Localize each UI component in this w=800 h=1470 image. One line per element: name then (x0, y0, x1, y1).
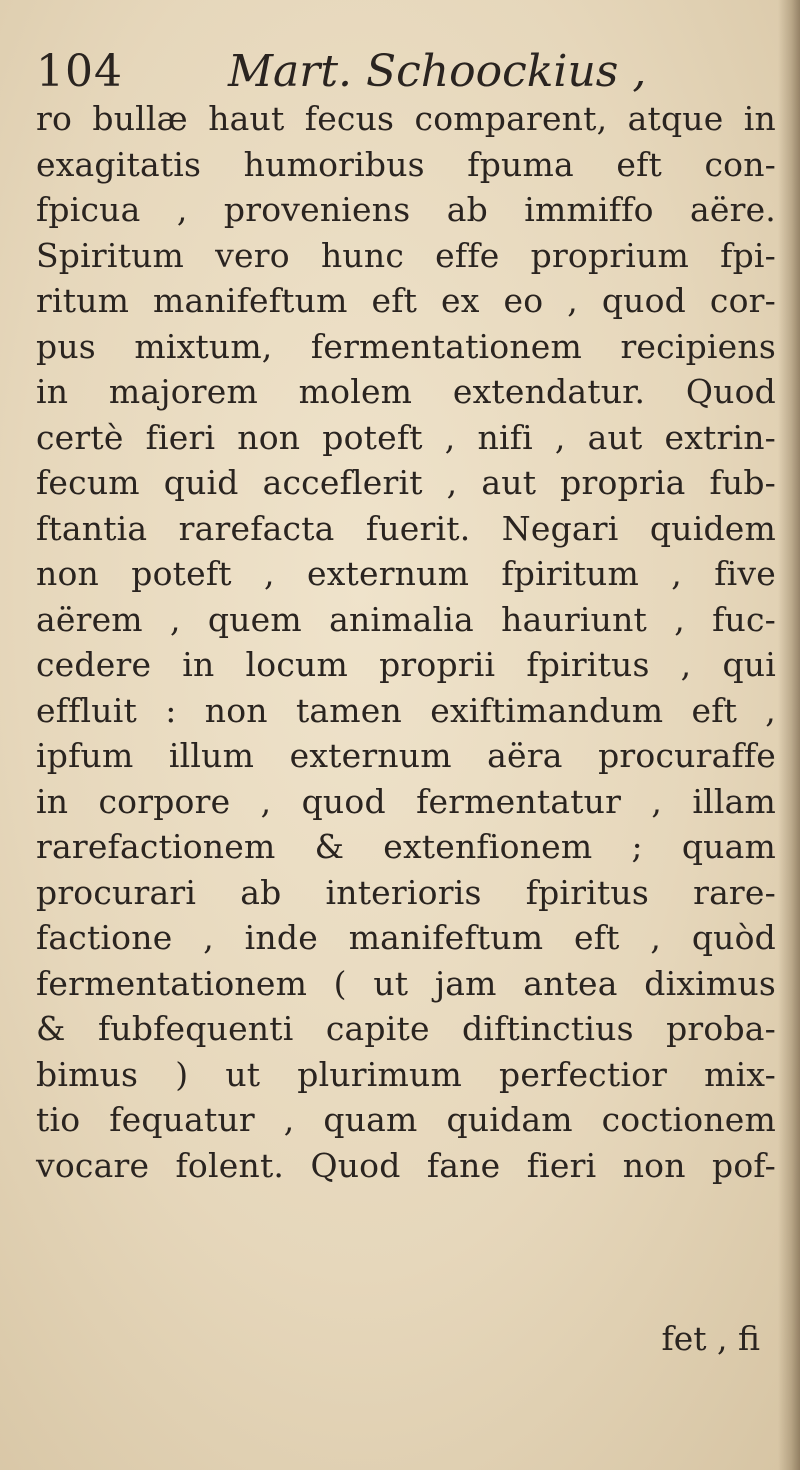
text-line: effluit : non tamen exiftimandum eft , (36, 690, 776, 730)
text-line: non poteft , externum fpiritum , five (36, 554, 776, 593)
text-line: factione , inde manifeftum eft , quòd (36, 918, 776, 957)
text-line: fecum quid acceflerit , aut propria fub- (36, 463, 776, 502)
text-line: in majorem molem extendatur. Quod (36, 372, 776, 411)
text-line: certè fieri non poteft , nifi , aut extrin- (36, 417, 776, 457)
text-line: aërem , quem animalia hauriunt , fuc- (36, 599, 776, 639)
text-line: cedere in locum proprii fpiritus , qui (36, 645, 776, 684)
page-number: 104 (36, 46, 123, 97)
running-head: Mart. Schoockius , (228, 46, 647, 97)
body-text (36, 96, 776, 1188)
text-line: ro bullæ haut fecus comparent, atque in (36, 99, 776, 138)
text-line: ritum manifeftum eft ex eo , quod cor- (36, 281, 776, 320)
text-line: Spiritum vero hunc effe proprium fpi- (36, 235, 776, 275)
text-line: ipfum illum externum aëra procuraffe (36, 736, 776, 775)
text-line: pus mixtum, fermentationem recipiens (36, 326, 776, 366)
text-line: rarefactionem & extenfionem ; quam (36, 827, 776, 866)
text-line: bimus ) ut plurimum perfectior mix- (36, 1054, 776, 1094)
text-line: in corpore , quod fermentatur , illam (36, 781, 776, 821)
text-line: procurari ab interioris fpiritus rare- (36, 872, 776, 912)
text-line: tio fequatur , quam quidam coctionem (36, 1100, 776, 1139)
text-line: fpicua , proveniens ab immiffo aëre. (36, 190, 776, 229)
catchword: fet , fi (661, 1319, 760, 1358)
text-line: fermentationem ( ut jam antea diximus (36, 963, 776, 1003)
text-line: & fubfequenti capite diftinctius proba- (36, 1009, 776, 1048)
text-line: vocare folent. Quod fane fieri non pof- (36, 1145, 776, 1185)
text-line: ftantia rarefacta fuerit. Negari quidem (36, 508, 776, 548)
text-line: exagitatis humoribus fpuma eft con- (36, 144, 776, 184)
page-gutter-shadow (778, 0, 800, 1470)
page-header (36, 42, 766, 102)
